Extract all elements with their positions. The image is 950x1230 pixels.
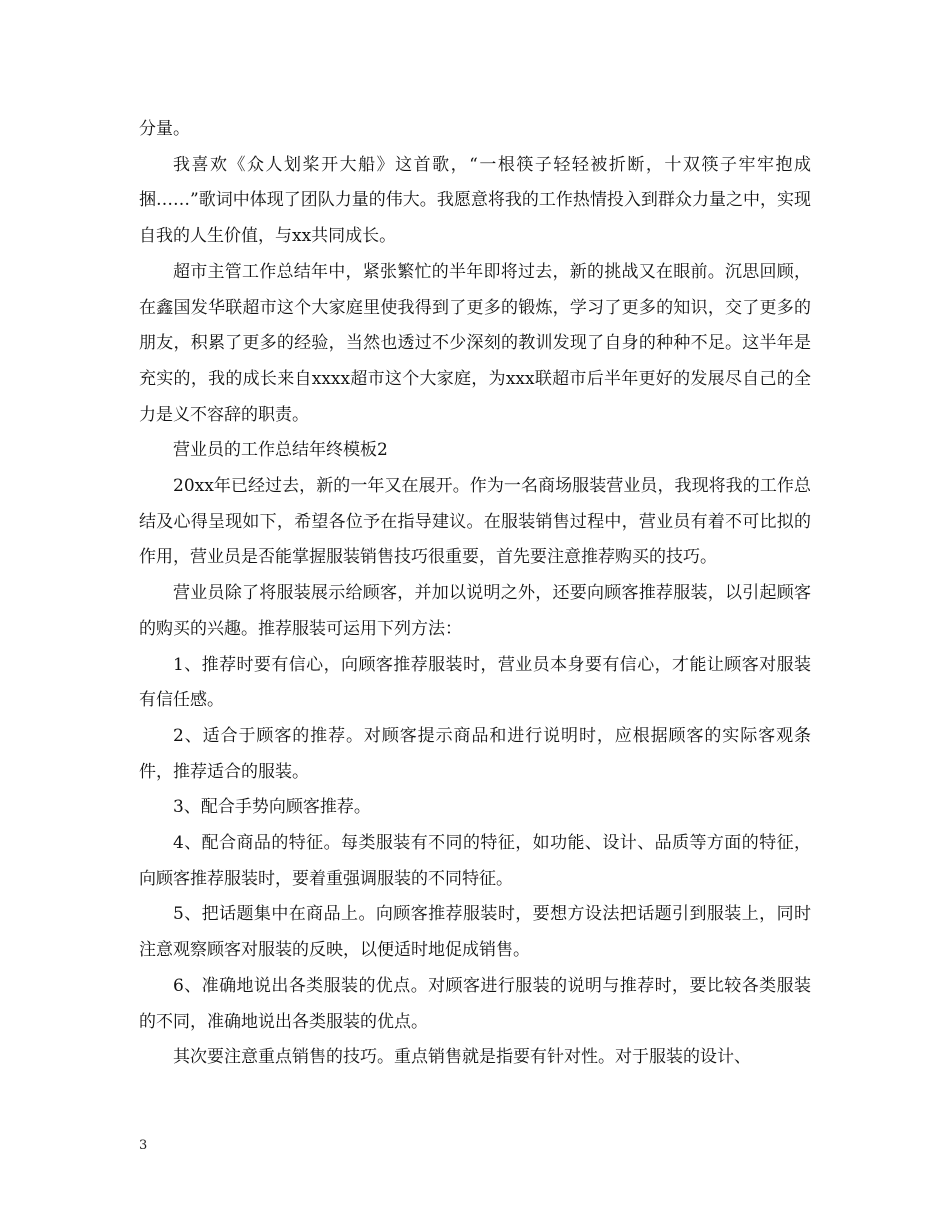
list-item: 6、准确地说出各类服装的优点。对顾客进行服装的说明与推荐时，要比较各类服装的不同，准确地说出各类服装的优点。 xyxy=(139,975,811,1032)
paragraph: 其次要注意重点销售的技巧。重点销售就是指要有针对性。对于服装的设计、 xyxy=(173,1047,751,1068)
list-item: 1、推荐时要有信心，向顾客推荐服装时，营业员本身要有信心，才能让顾客对服装有信任感。 xyxy=(139,654,811,711)
paragraph: 20xx年已经过去，新的一年又在展开。作为一名商场服装营业员，我现将我的工作总结及心得呈现如下，希望各位予在指导建议。在服装销售过程中，营业员有着不可比拟的作用，营业员是否能掌握服装销售技巧很重要，首先要注意推荐购买的技巧。 xyxy=(139,476,811,568)
paragraph: 营业员除了将服装展示给顾客，并加以说明之外，还要向顾客推荐服装，以引起顾客的购买的兴趣。推荐服装可运用下列方法： xyxy=(139,583,811,639)
list-item: 2、适合于顾客的推荐。对顾客提示商品和进行说明时，应根据顾客的实际客观条件，推荐适合的服装。 xyxy=(139,725,811,782)
section-heading: 营业员的工作总结年终模板2 xyxy=(173,440,388,461)
paragraph: 分量。 xyxy=(139,119,190,139)
page-number: 3 xyxy=(139,1138,148,1153)
paragraph: 我喜欢《众人划桨开大船》这首歌，“一根筷子轻轻被折断，十双筷子牢牢抱成捆……”歌词中体现了团队力量的伟大。我愿意将我的工作热情投入到群众力量之中，实现自我的人生价值，与xx共同成长。 xyxy=(139,154,811,247)
list-item: 4、配合商品的特征。每类服装有不同的特征，如功能、设计、品质等方面的特征，向顾客推荐服装时，要着重强调服装的不同特征。 xyxy=(139,833,811,889)
body-text xyxy=(139,112,811,1076)
paragraph: 超市主管工作总结年中，紧张繁忙的半年即将过去，新的挑战又在眼前。沉思回顾，在鑫国发华联超市这个大家庭里使我得到了更多的锻炼，学习了更多的知识，交了更多的朋友，积累了更多的经验，当然也透过不少深刻的教训发现了自身的种种不足。这半年是充实的，我的成长来自xxxx超市这个大家庭，为xxx联超市后半年更好的发展尽自己的全力是义不容辞的职责。 xyxy=(139,261,811,425)
list-item: 3、配合手势向顾客推荐。 xyxy=(173,797,371,818)
list-item: 5、把话题集中在商品上。向顾客推荐服装时，要想方设法把话题引到服装上，同时注意观察顾客对服装的反映，以便适时地促成销售。 xyxy=(139,904,811,961)
